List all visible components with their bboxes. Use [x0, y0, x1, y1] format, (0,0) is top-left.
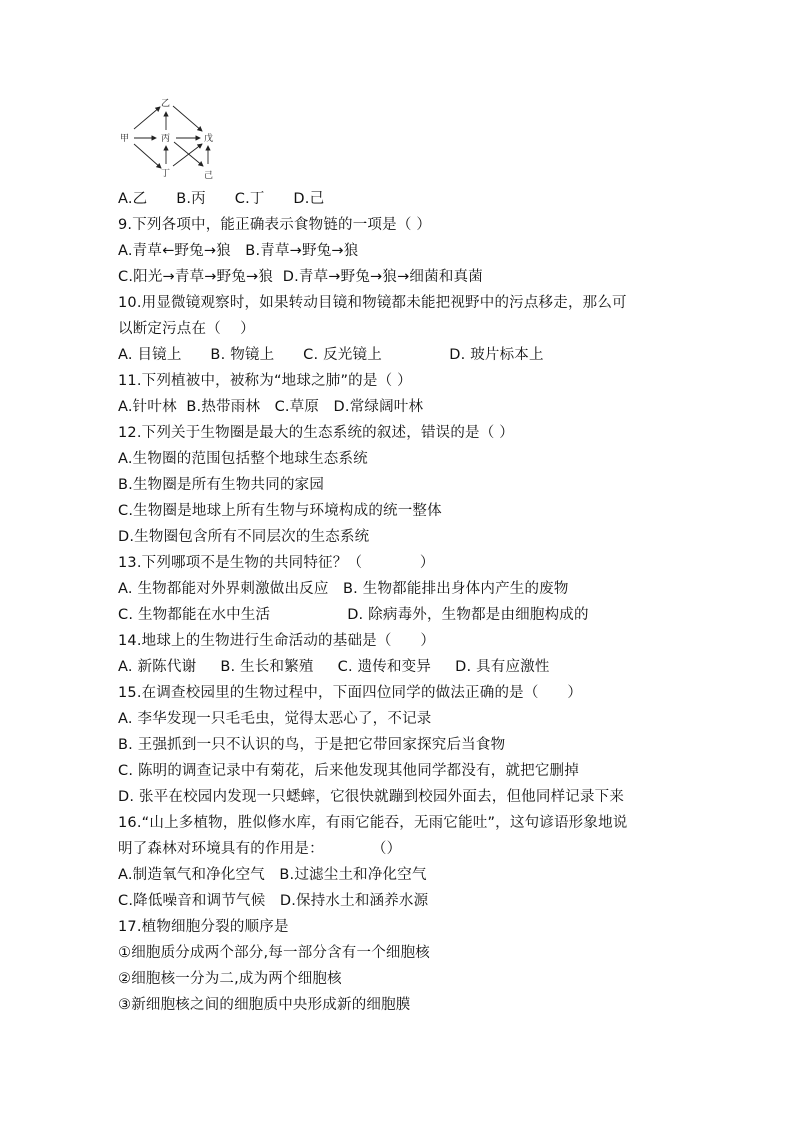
- arrow-ding-wu: [173, 144, 202, 166]
- food-web-diagram: [118, 96, 228, 182]
- q12-stem: 12.下列关于生物圈是最大的生态系统的叙述，错误的是（ ）: [118, 425, 514, 441]
- q15-option-c: C. 陈明的调查记录中有菊花，后来他发现其他同学都没有，就把它删掉: [118, 763, 579, 779]
- q11-options: A.针叶林 B.热带雨林 C.草原 D.常绿阔叶林: [118, 399, 424, 415]
- question-text: [118, 186, 718, 1018]
- node-ji: 己: [204, 171, 214, 181]
- q15-option-b: B. 王强抓到一只不认识的鸟，于是把它带回家探究后当食物: [118, 737, 506, 753]
- q12-option-c: C.生物圈是地球上所有生物与环境构成的统一整体: [118, 503, 442, 519]
- q15-stem: 15.在调查校园里的生物过程中，下面四位同学的做法正确的是（ ）: [118, 685, 583, 701]
- arrow-jia-yi: [134, 107, 160, 129]
- q16-options-cd: C.降低噪音和调节气候 D.保持水土和涵养水源: [118, 893, 429, 909]
- q17-step-3: ③新细胞核之间的细胞质中央形成新的细胞膜: [118, 997, 411, 1013]
- q15-option-a: A. 李华发现一只毛毛虫，觉得太恶心了，不记录: [118, 711, 432, 727]
- q13-options-cd: C. 生物都能在水中生活 D. 除病毒外，生物都是由细胞构成的: [118, 607, 589, 623]
- q13-options-ab: A. 生物都能对外界刺激做出反应 B. 生物都能排出身体内产生的废物: [118, 581, 569, 597]
- arrow-jia-ding: [134, 144, 161, 168]
- q9-options-ab: A.青草←野兔→狼 B.青草→野兔→狼: [118, 243, 359, 259]
- arrow-yi-wu: [173, 106, 202, 131]
- q9-stem: 9.下列各项中，能正确表示食物链的一项是（ ）: [118, 217, 432, 233]
- q10-options: A. 目镜上 B. 物镜上 C. 反光镜上 D. 玻片标本上: [118, 347, 544, 363]
- node-ding: 丁: [161, 169, 171, 179]
- q16-stem-2: 明了森林对环境具有的作用是： （）: [118, 841, 402, 857]
- q12-option-b: B.生物圈是所有生物共同的家园: [118, 477, 325, 493]
- q15-option-d: D. 张平在校园内发现一只蟋蟀，它很快就蹦到校园外面去，但他同样记录下来: [118, 789, 625, 805]
- q17-step-1: ①细胞质分成两个部分,每一部分含有一个细胞核: [118, 945, 431, 961]
- q13-stem: 13.下列哪项不是生物的共同特征？（ ）: [118, 555, 435, 571]
- q9-options-cd: C.阳光→青草→野兔→狼 D.青草→野兔→狼→细菌和真菌: [118, 269, 483, 285]
- q8-options: A.乙 B.丙 C.丁 D.己: [118, 191, 325, 207]
- node-wu: 戊: [204, 134, 214, 144]
- q16-stem-1: 16.“山上多植物，胜似修水库，有雨它能吞，无雨它能吐”，这句谚语形象地说: [118, 815, 628, 831]
- node-bing: 丙: [161, 134, 171, 144]
- q17-stem: 17.植物细胞分裂的顺序是: [118, 919, 289, 935]
- q10-stem-2: 以断定污点在（ ）: [118, 321, 255, 337]
- q12-option-d: D.生物圈包含所有不同层次的生态系统: [118, 529, 370, 545]
- q16-options-ab: A.制造氧气和净化空气 B.过滤尘土和净化空气: [118, 867, 427, 883]
- q12-option-a: A.生物圈的范围包括整个地球生态系统: [118, 451, 368, 467]
- q10-stem-1: 10.用显微镜观察时，如果转动目镜和物镜都未能把视野中的污点移走，那么可: [118, 295, 627, 311]
- q14-options: A. 新陈代谢 B. 生长和繁殖 C. 遗传和变异 D. 具有应激性: [118, 659, 550, 675]
- food-web-svg: [118, 96, 228, 182]
- q11-stem: 11.下列植被中，被称为“地球之肺”的是（ ）: [118, 373, 412, 389]
- q14-stem: 14.地球上的生物进行生命活动的基础是（ ）: [118, 633, 436, 649]
- q17-step-2: ②细胞核一分为二,成为两个细胞核: [118, 971, 342, 987]
- node-yi: 乙: [161, 99, 171, 109]
- node-jia: 甲: [120, 134, 130, 144]
